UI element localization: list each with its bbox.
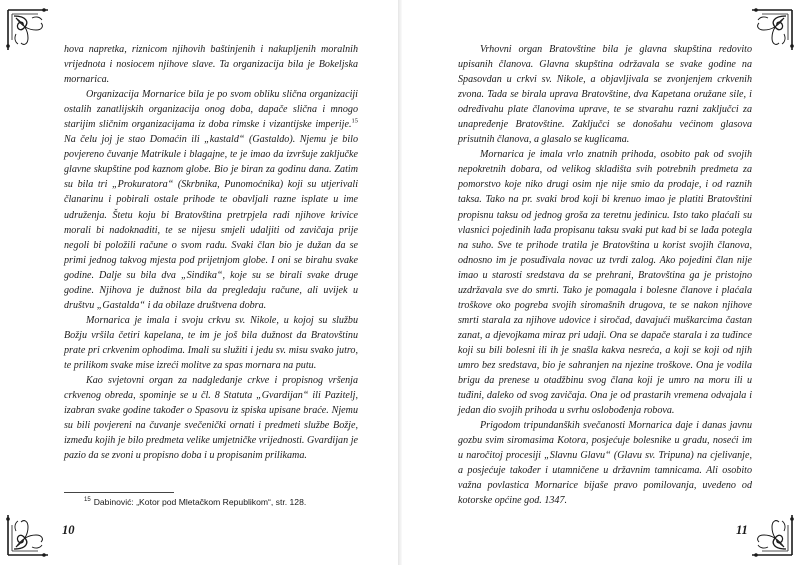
corner-ornament-bottom-right bbox=[748, 511, 796, 559]
paragraph: Kao svjetovni organ za nadgledanje crkve i propisnog vršenja crkvenog obreda, spominje se u čl. 8 Statuta „Gvardijan“ ili Pazitelj, izabran svake godine također o Spasovu iz spiska upisane braće. Njemu su bili povjereni na čuvanje svečenički ornati i predmeti službe Božje, između kojih je bilo predmeta velike umjetničke vrijednosti. Gvardijan je pazio da se zvoni u propisno doba i u propisanim prilikama. bbox=[64, 375, 358, 462]
paragraph: Vrhovni organ Bratovštine bila je glavna skupština redovito upisanih članova. Glavna skupština održavala se svake godine na Spasovdan u crkvi sv. Nikole, a objavljivala se zvonjenjem crkvenih zvona. Tada se birala uprava Bratovštine, dva Kapetana oružane sile, i određivahu plate članovima uprave, te se stvarahu razni zaključci za unapređenje Bratovštine. Zaključci se donošahu većinom glasova prisutnih članova, a glasalo se kuglicama. bbox=[458, 44, 752, 146]
paragraph: Organizacija Mornarice bila je po svom obliku slična organizaciji ostalih zanatlijskih organizacija onog doba, dapače slična i mnogo starijim sličnim organizacijama iz doba rimske i vizantijske imperije.$^{15}$ Na čelu joj je stao Domaćin ili „kastald“ (Gastaldo). Njemu je bilo povjereno čuvanje Matrikule i blagajne, te je imao da izvršuje zaključke glavne skupštine pod kaznom globe. Bio je biran za godinu dana. Zatim su bila tri „Prokuratora“ (Skrbnika, Punomoćnika) koji su utjerivali članarinu i pobirali ostale prihode te obavljali razne isplate u ime udruženja. Štetu koju bi Bratovština pretrpjela radi njihove krivice morali bi nadoknaditi, te se nijesu smjeli udaljiti od zavičaja prije negoli bi položili račune o svom radu. Svaki član bio je dužan da se primi jednog takvog mjesta pod prijetnjom globe. I oni se birahu svake godine. Dalje su bila dva „Sindika“, koje su se birali svake druge godine. Njihova je dužnost bila da pregledaju račune, ali uvijek u društvu „Gastalda“ i da obilaze društvena dobra. bbox=[64, 89, 358, 311]
right-page-body bbox=[458, 42, 752, 508]
corner-ornament-bottom-left bbox=[4, 511, 52, 559]
corner-ornament-top-right bbox=[748, 6, 796, 54]
footnote-text: Dabinović: „Kotor pod Mletačkom Republikom“, str. 128. bbox=[93, 497, 307, 507]
page-number-left: 10 bbox=[62, 523, 75, 537]
left-page bbox=[0, 0, 398, 565]
paragraph: Mornarica je imala i svoju crkvu sv. Nikole, u kojoj su službu Božju vršila četiri kapelana, te im je još bila dužnost da Bratovštinu prate pri crkvenim ophodima. Imali su služiti i jedu sv. misu svako jutro, te prilikom svake mise izreći molitve za spas mornara na putu. bbox=[64, 314, 358, 371]
corner-ornament-top-left bbox=[4, 6, 52, 54]
paragraph: hova napretka, riznicom njihovih baštinjenih i nakupljenih moralnih vrijednota i nosiocem njihove slave. Ta organizacija bila je Bokeljska mornarica. bbox=[64, 44, 358, 86]
paragraph: Prigodom tripundanških svečanosti Mornarica daje i danas javnu gozbu svim siromasima Kotora, posjećuje bolesnike u gradu, noseći im u naročitoj procesiji „Slavnu Glavu“ (Glavu sv. Tripuna) na cjelivanje, a posjećuje također i utamničene u državnim tamnicama. Ali osobito važna povlastica Mornarice bijaše pravo pomilovanja, uvedeno od kotorske općine god. 1347. bbox=[458, 420, 752, 507]
paragraph: Mornarica je imala vrlo znatnih prihoda, osobito pak od svojih nepokretnih dobara, od velikog skladišta svih potrebnih predmeta za pomorstvo koje niko drugi osim nje nije smio da prodaje, i od raznih taksa. Tako na pr. svaki brod koji bi krenuo imao je platiti Bratovštini propisnu taksu od jednog groša za teretnu jedinicu. Isto tako plaćali su vlasnici pojedinih lađa propisanu taksu svaki put kad bi se lađa potegla na suho. Sve te prihode tratila je Bratovština u korist svojih članova, odnosno im je posuđivala novac uz tvrdi zalog. Ako pojedini član nije imao u starosti sredstava da se prehrani, Bratovština ga je pristojno uzdržavala sve do smrti. Tako je pomagala i bolesne članove i plaćala troškove oko pogreba svojih siromašnih drugova, te se nakon njihove smrti starala za njihove udovice i siročad, davajući muškarcima častan zanat, a djevojkama miraz pri udaji. Ona se dapače starala i za tuđince koji su bili bolesni ili ih je snašla kakva nesreća, a koji se koji od njih umro bez sredstava, bio je sahranjen na njezine troškove. Ona je vodila brigu da prenese u otadžbinu svog člana koji je umro na moru ili u tuđini, daleko od svog zavičaja. Ona je od prastarih vremena odvajala i jedan dio svojih prihoda u svrhu oslobođenja robova. bbox=[458, 149, 752, 417]
left-page-body bbox=[64, 42, 358, 463]
page-number-right: 11 bbox=[736, 523, 748, 537]
footnote-reference: 15 bbox=[351, 117, 358, 125]
footnote-number: 15 bbox=[84, 497, 91, 504]
footnote bbox=[84, 497, 364, 508]
footnote-divider bbox=[64, 492, 174, 493]
right-page bbox=[402, 0, 800, 565]
